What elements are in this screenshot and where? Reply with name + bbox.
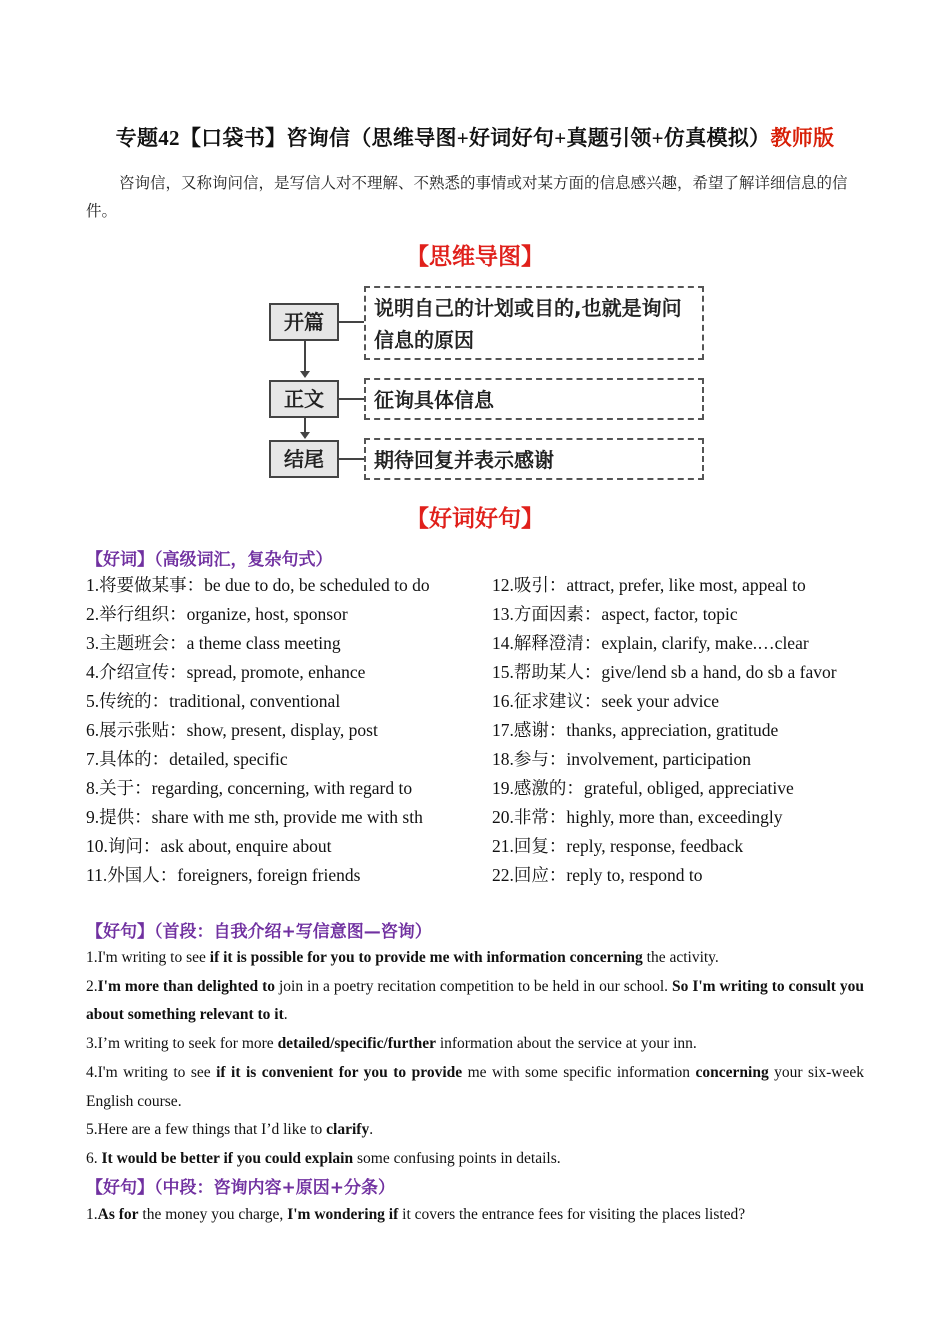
sentences-middle-list [86, 1201, 864, 1230]
word-item: 7.具体的：detailed, specific [86, 749, 288, 769]
word-item: 21.回复：reply, response, feedback [492, 836, 744, 856]
words-heading: 【好词】（高级词汇，复杂句式） [86, 550, 333, 570]
sentences-opening-heading: 【好句】（首段：自我介绍+写信意图—咨询） [86, 922, 432, 942]
sentence-item: 1.I'm writing to see if it is possible for you to provide me with information concerning the activity. [86, 949, 719, 966]
word-item: 2.举行组织：organize, host, sponsor [86, 604, 348, 624]
word-item: 22.回应：reply to, respond to [492, 865, 703, 885]
sentence-item: 6. It would be better if you could explain some confusing points in details. [86, 1149, 561, 1167]
word-item: 6.展示张贴：show, present, display, post [86, 720, 378, 740]
mindmap-connector [339, 458, 364, 460]
sentence-item: 4.I'm writing to see if it is convenient for you to provide me with some specific information concerning your six-week English course. [86, 1063, 864, 1110]
mindmap-node-opening: 开篇 [269, 303, 339, 341]
word-item: 19.感激的：grateful, obliged, appreciative [492, 778, 794, 798]
mindmap-heading: 【思维导图】 [406, 244, 544, 270]
word-item: 1.将要做某事：be due to do, be scheduled to do [86, 575, 430, 595]
word-item: 4.介绍宣传：spread, promote, enhance [86, 662, 366, 682]
word-item: 9.提供：share with me sth, provide me with sth [86, 807, 423, 827]
mindmap-arrow [304, 341, 306, 376]
word-item: 20.非常：highly, more than, exceedingly [492, 807, 783, 827]
mindmap-node-body: 正文 [269, 380, 339, 418]
page-title [0, 122, 950, 152]
word-item: 18.参与：involvement, participation [492, 749, 752, 769]
mindmap-detail-closing: 期待回复并表示感谢 [364, 438, 704, 480]
title-main: 专题42【口袋书】咨询信（思维导图+好词好句+真题引领+仿真模拟） [115, 126, 771, 150]
mindmap-node-closing: 结尾 [269, 440, 339, 478]
title-edition-badge: 教师版 [770, 126, 835, 150]
mindmap-detail-body: 征询具体信息 [364, 378, 704, 420]
word-item: 16.征求建议：seek your advice [492, 691, 719, 711]
mindmap-diagram [260, 280, 710, 490]
word-item: 8.关于：regarding, concerning, with regard to [86, 778, 413, 798]
intro-paragraph: 咨询信，又称询问信，是写信人对不理解、不熟悉的事情或对某方面的信息感兴趣，希望了解详细信息的信件。 [86, 175, 848, 220]
word-item: 15.帮助某人：give/lend sb a hand, do sb a favor [492, 662, 837, 682]
sentences-middle-heading: 【好句】（中段：咨询内容+原因+分条） [86, 1178, 395, 1198]
word-item: 3.主题班会：a theme class meeting [86, 633, 341, 653]
word-item: 12.吸引：attract, prefer, like most, appeal to [492, 575, 806, 595]
phrases-heading: 【好词好句】 [406, 506, 544, 532]
sentences-opening-list [86, 944, 864, 1174]
mindmap-connector [339, 398, 364, 400]
sentence-item: 5.Here are a few things that I’d like to clarify. [86, 1121, 374, 1139]
word-item: 11.外国人：foreigners, foreign friends [86, 865, 361, 885]
sentence-item: 1.As for the money you charge, I'm wondering if it covers the entrance fees for visiting the places listed? [86, 1206, 746, 1223]
mindmap-arrow [304, 418, 306, 437]
word-item: 14.解释澄清：explain, clarify, make.…clear [492, 633, 809, 653]
word-item: 10.询问：ask about, enquire about [86, 836, 332, 856]
mindmap-detail-opening: 说明自己的计划或目的,也就是询问信息的原因 [364, 286, 704, 360]
sentence-item: 2.I'm more than delighted to join in a poetry recitation competition to be held in our school. So I'm writing to consult you about something relevant to it. [86, 977, 864, 1024]
word-list-left [86, 571, 458, 890]
mindmap-connector [339, 321, 364, 323]
sentence-item: 3.I’m writing to seek for more detailed/specific/further information about the service at your inn. [86, 1035, 697, 1053]
word-item: 13.方面因素：aspect, factor, topic [492, 604, 738, 624]
word-item: 17.感谢：thanks, appreciation, gratitude [492, 720, 779, 740]
word-item: 5.传统的：traditional, conventional [86, 691, 341, 711]
word-list-right [492, 571, 864, 890]
